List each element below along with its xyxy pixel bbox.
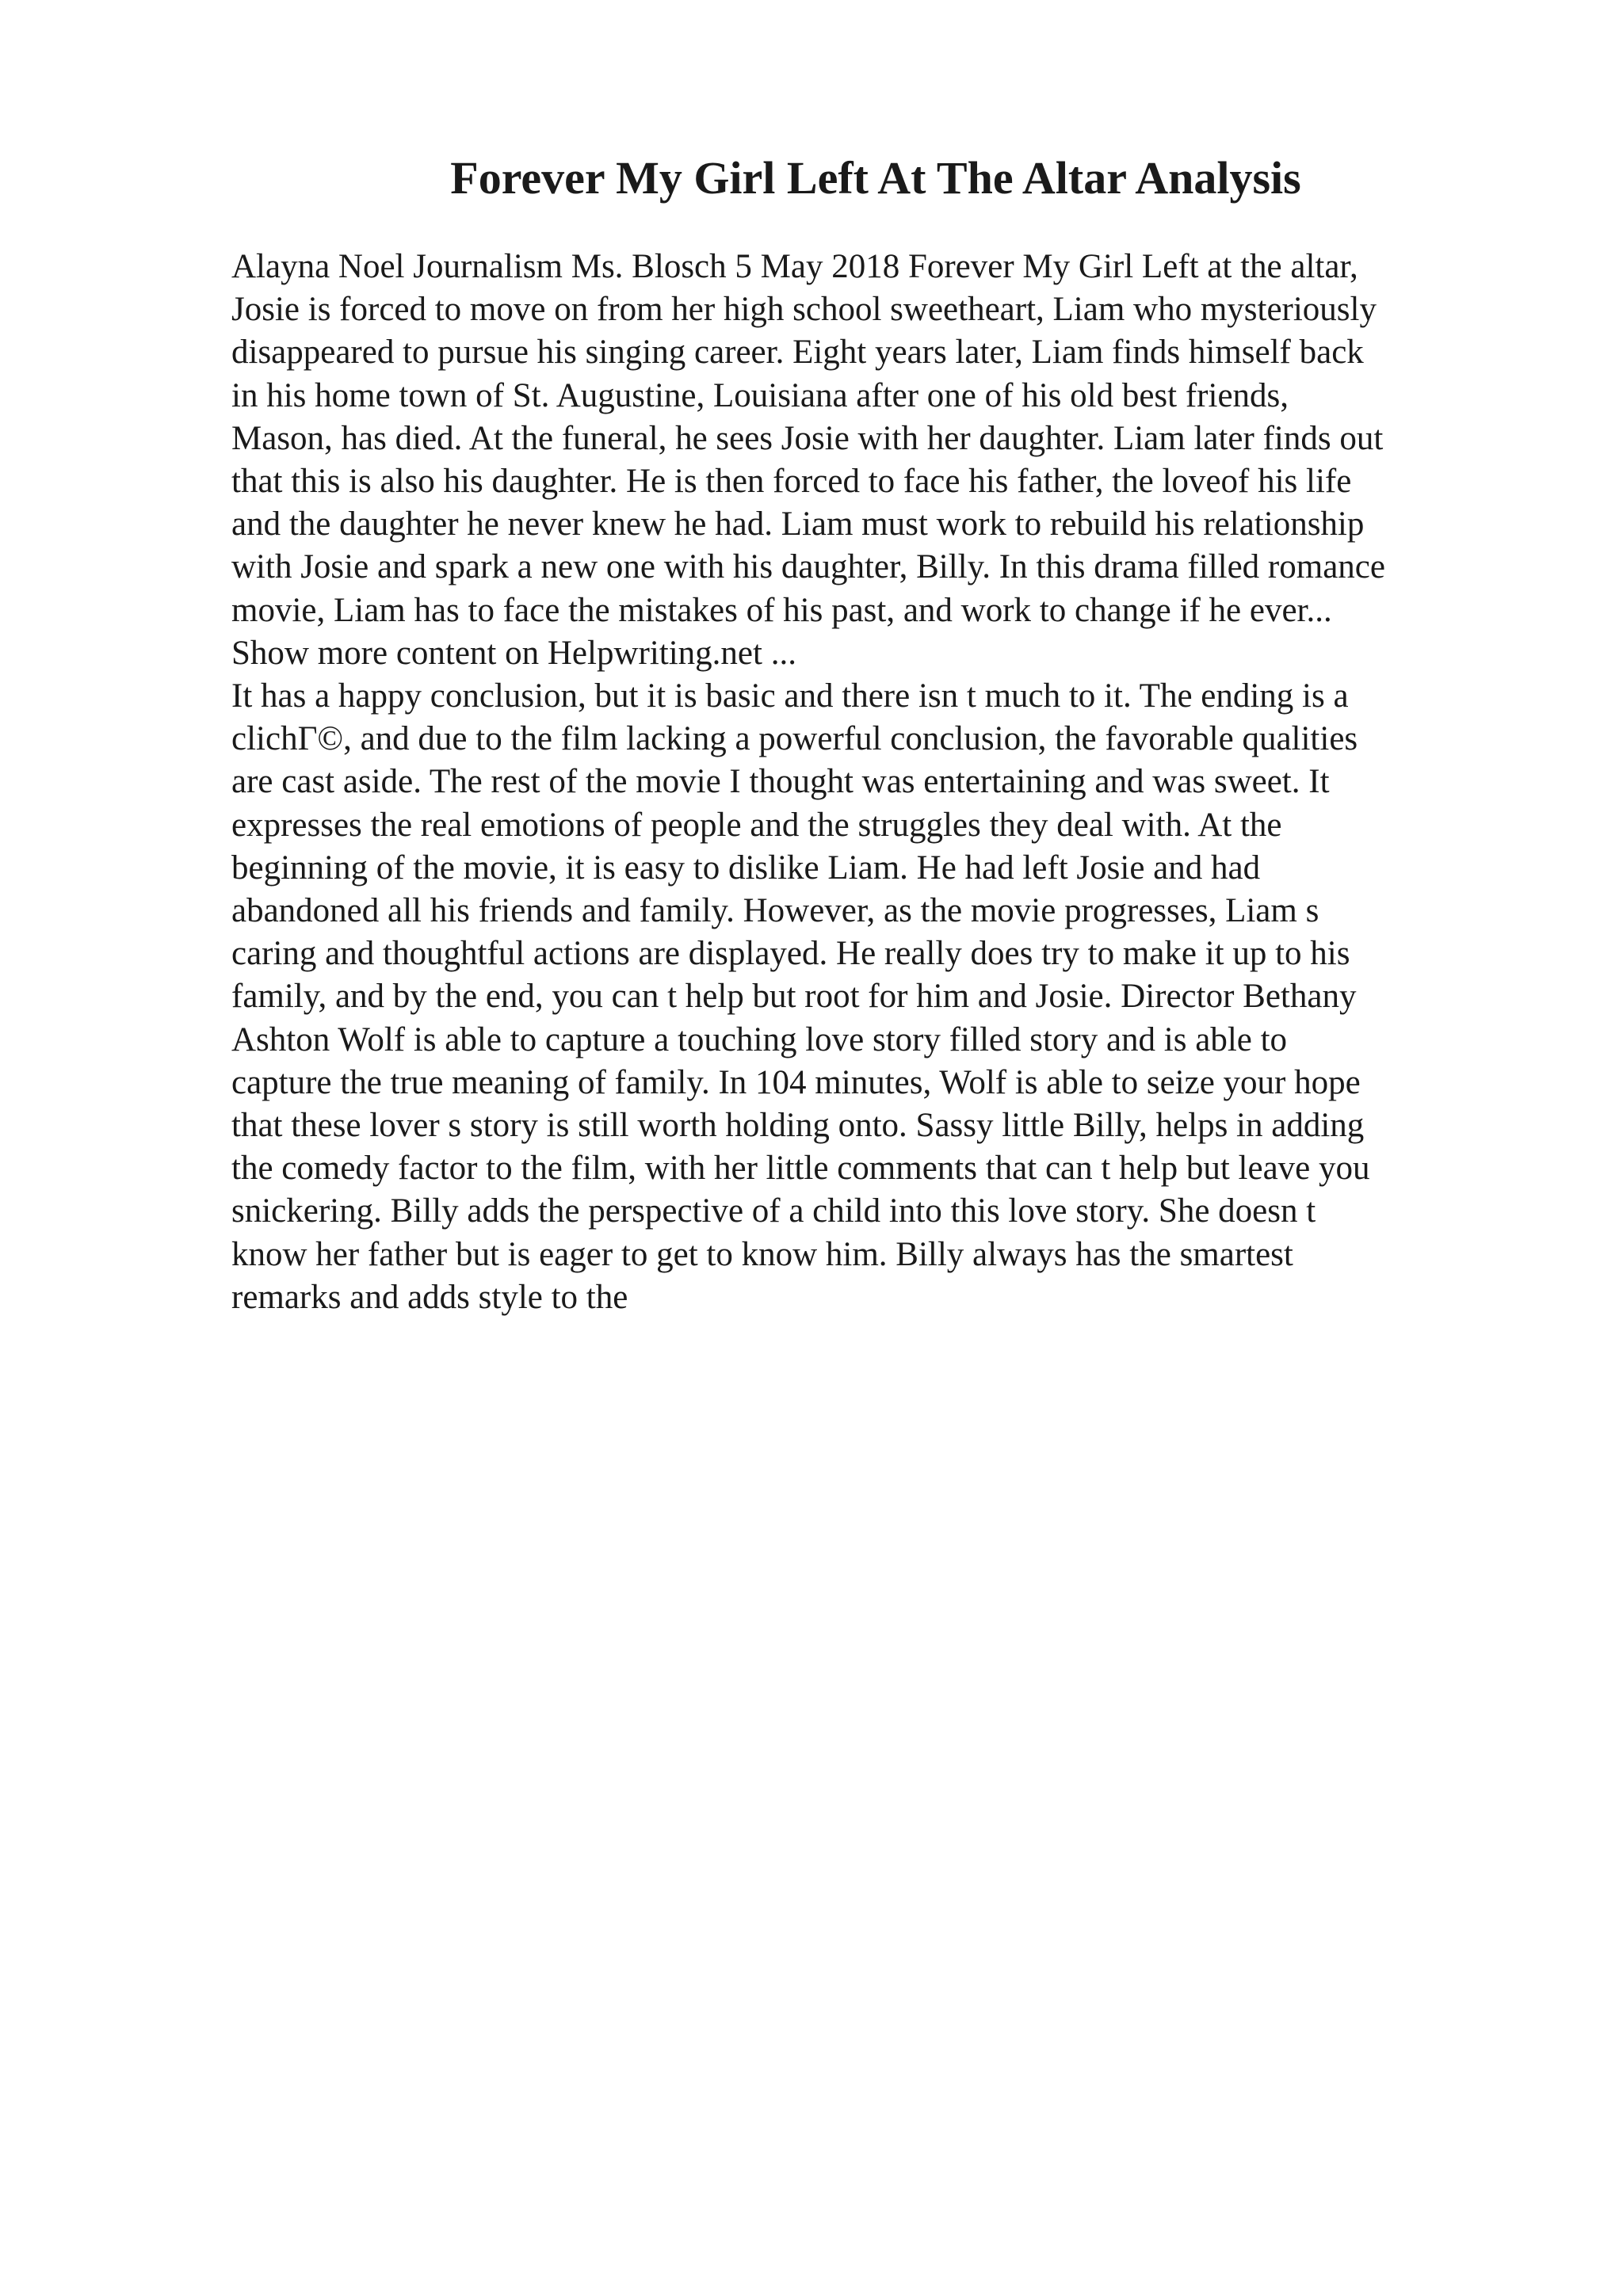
body-line: disappeared to pursue his singing career. Eight years later, Liam finds himself back bbox=[231, 334, 1364, 372]
body-line: are cast aside. The rest of the movie I thought was entertaining and was sweet. It bbox=[231, 763, 1330, 801]
body-line: family, and by the end, you can t help but root for him and Josie. Director Bethany bbox=[231, 978, 1357, 1016]
body-line: remarks and adds style to the bbox=[231, 1278, 628, 1316]
body-line: that this is also his daughter. He is then forced to face his father, the loveof his life bbox=[231, 463, 1352, 501]
body-line: in his home town of St. Augustine, Louisiana after one of his old best friends, bbox=[231, 376, 1289, 414]
show-more-text: Show more content on Helpwriting.net ... bbox=[231, 634, 796, 672]
document-body bbox=[231, 246, 1515, 1319]
body-line: the comedy factor to the film, with her little comments that can t help but leave you bbox=[231, 1150, 1370, 1188]
body-line: snickering. Billy adds the perspective of a child into this love story. She doesn t bbox=[231, 1192, 1316, 1230]
document-title: Forever My Girl Left At The Altar Analysis bbox=[450, 152, 1301, 204]
body-line: expresses the real emotions of people and the struggles they deal with. At the bbox=[231, 806, 1282, 844]
body-line: clichΓ©, and due to the film lacking a powerful conclusion, the favorable qualities bbox=[231, 720, 1358, 758]
body-line: Mason, has died. At the funeral, he sees Josie with her daughter. Liam later finds out bbox=[231, 419, 1384, 457]
body-line: with Josie and spark a new one with his daughter, Billy. In this drama filled romance bbox=[231, 548, 1385, 586]
body-line: capture the true meaning of family. In 104 minutes, Wolf is able to seize your hope bbox=[231, 1063, 1361, 1101]
body-line: caring and thoughtful actions are displayed. He really does try to make it up to his bbox=[231, 935, 1350, 973]
body-line: It has a happy conclusion, but it is basic and there isn t much to it. The ending is a bbox=[231, 677, 1349, 715]
body-line: know her father but is eager to get to know him. Billy always has the smartest bbox=[231, 1235, 1293, 1273]
body-line: that these lover s story is still worth holding onto. Sassy little Billy, helps in adding bbox=[231, 1107, 1365, 1145]
body-line: Ashton Wolf is able to capture a touching love story filled story and is able to bbox=[231, 1020, 1288, 1058]
body-line: Alayna Noel Journalism Ms. Blosch 5 May 2018 Forever My Girl Left at the altar, bbox=[231, 248, 1358, 285]
body-line: beginning of the movie, it is easy to dislike Liam. He had left Josie and had bbox=[231, 849, 1261, 887]
body-line: movie, Liam has to face the mistakes of his past, and work to change if he ever... bbox=[231, 591, 1332, 629]
body-line: Josie is forced to move on from her high school sweetheart, Liam who mysteriously bbox=[231, 291, 1377, 329]
body-line: abandoned all his friends and family. However, as the movie progresses, Liam s bbox=[231, 892, 1319, 930]
body-line: and the daughter he never knew he had. Liam must work to rebuild his relationship bbox=[231, 505, 1365, 543]
